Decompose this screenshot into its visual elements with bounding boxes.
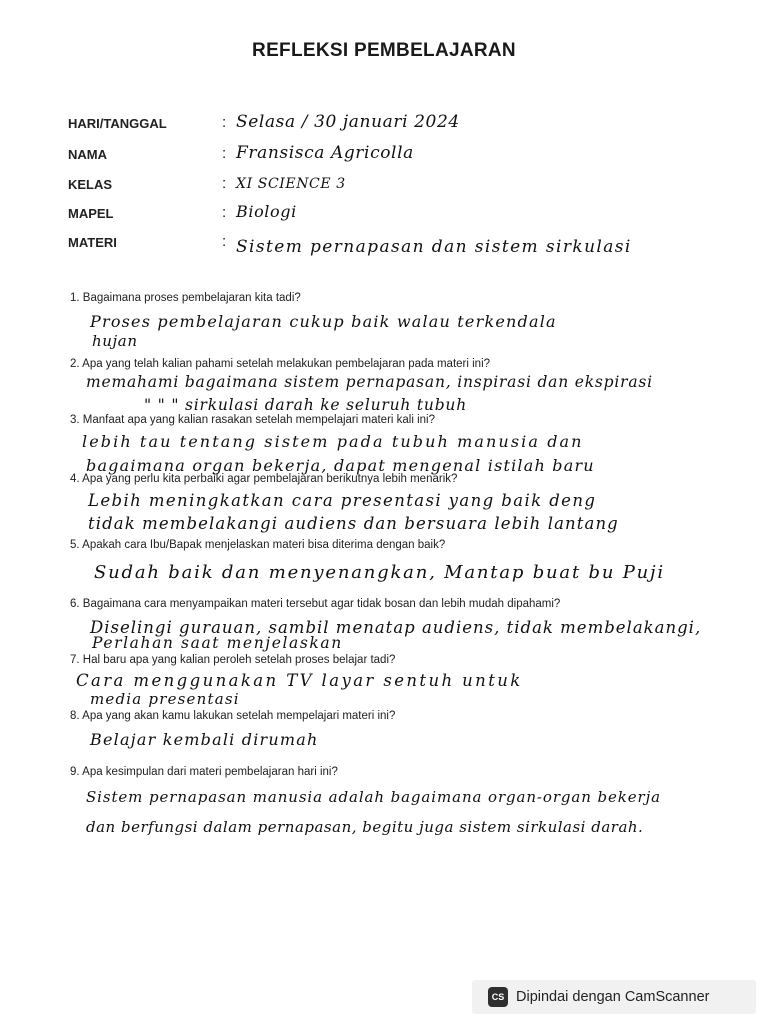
meta-row-topic	[68, 233, 728, 259]
answer-6-line-2: Perlahan saat menjelaskan	[92, 634, 343, 652]
answer-9-line-2: dan berfungsi dalam pernapasan, begitu juga sistem sirkulasi darah.	[86, 818, 644, 836]
question-4: 4. Apa yang perlu kita perbaiki agar pembelajaran berikutnya lebih menarik?	[70, 473, 458, 485]
answer-9-line-1: Sistem pernapasan manusia adalah bagaimana organ-organ bekerja	[86, 788, 661, 806]
meta-label: NAMA	[68, 147, 107, 162]
answer-8-line-1: Belajar kembali dirumah	[90, 730, 319, 749]
meta-value-class: XI SCIENCE 3	[236, 176, 346, 192]
answer-2-line-1: memahami bagaimana sistem pernapasan, inspirasi dan ekspirasi	[86, 373, 653, 391]
answer-4-line-1: Lebih meningkatkan cara presentasi yang baik deng	[88, 491, 597, 510]
question-7: 7. Hal baru apa yang kalian peroleh setelah proses belajar tadi?	[70, 654, 396, 666]
meta-label: MATERI	[68, 235, 117, 250]
answer-1-line-1: Proses pembelajaran cukup baik walau terkendala	[90, 312, 557, 331]
answer-1-line-2: hujan	[92, 332, 138, 350]
answer-3-line-2: bagaimana organ bekerja, dapat mengenal istilah baru	[86, 456, 595, 475]
question-8: 8. Apa yang akan kamu lakukan setelah mempelajari materi ini?	[70, 710, 396, 722]
question-9: 9. Apa kesimpulan dari materi pembelajaran hari ini?	[70, 766, 338, 778]
meta-value-name: Fransisca Agricolla	[236, 143, 414, 163]
meta-colon: :	[222, 145, 227, 162]
meta-row-class	[68, 175, 728, 201]
meta-colon: :	[222, 233, 227, 250]
question-2: 2. Apa yang telah kalian pahami setelah melakukan pembelajaran pada materi ini?	[70, 358, 491, 370]
question-3: 3. Manfaat apa yang kalian rasakan setelah mempelajari materi kali ini?	[70, 414, 436, 426]
question-5: 5. Apakah cara Ibu/Bapak menjelaskan materi bisa diterima dengan baik?	[70, 539, 446, 551]
watermark-text: Dipindai dengan CamScanner	[516, 989, 710, 1005]
meta-label: HARI/TANGGAL	[68, 116, 167, 131]
answer-2-line-2: " " " sirkulasi darah ke seluruh tubuh	[144, 396, 467, 414]
meta-value-date: Selasa / 30 januari 2024	[236, 112, 460, 132]
meta-row-subject	[68, 204, 728, 230]
meta-colon: :	[222, 114, 227, 131]
answer-3-line-1: lebih tau tentang sistem pada tubuh manusia dan	[82, 432, 584, 451]
meta-row-name	[68, 145, 728, 171]
camscanner-watermark	[472, 980, 756, 1014]
answer-5-line-1: Sudah baik dan menyenangkan, Mantap buat bu Puji	[94, 562, 665, 583]
document-title: REFLEKSI PEMBELAJARAN	[252, 40, 516, 61]
meta-colon: :	[222, 204, 227, 221]
answer-7-line-2: media presentasi	[90, 690, 240, 708]
question-6: 6. Bagaimana cara menyampaikan materi tersebut agar tidak bosan dan lebih mudah dipahami?	[70, 598, 561, 610]
question-1: 1. Bagaimana proses pembelajaran kita tadi?	[70, 292, 301, 304]
meta-label: KELAS	[68, 177, 113, 192]
camscanner-logo-icon: CS	[488, 987, 508, 1007]
answer-7-line-1: Cara menggunakan TV layar sentuh untuk	[76, 671, 523, 690]
answer-4-line-2: tidak membelakangi audiens dan bersuara lebih lantang	[88, 514, 619, 533]
meta-row-date	[68, 114, 728, 140]
meta-value-topic: Sistem pernapasan dan sistem sirkulasi	[236, 237, 632, 257]
meta-label: MAPEL	[68, 206, 114, 221]
meta-colon: :	[222, 175, 227, 192]
answer-6-line-1: Diselingi gurauan, sambil menatap audiens, tidak membelakangi,	[90, 618, 702, 637]
meta-value-subject: Biologi	[236, 202, 297, 221]
